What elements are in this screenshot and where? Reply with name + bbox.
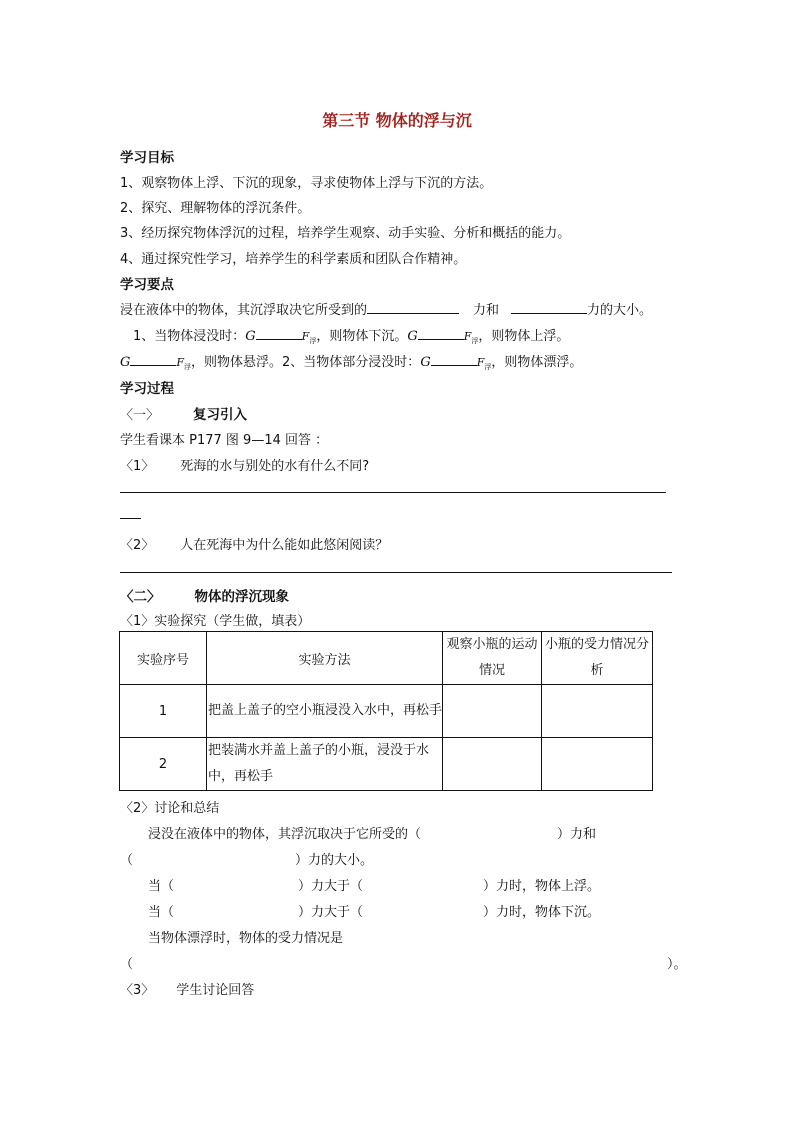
keypoint-line-3 [120,351,582,372]
keypoint-text: ，则物体下沉。 [316,329,408,344]
goal-item-4: 4、通过探究性学习，培养学生的科学素质和团队合作精神。 [120,252,467,267]
answer-blank[interactable] [256,327,302,340]
symbol-g: G [420,355,431,370]
symbol-f-buoyancy: $F_浮$ [301,330,317,346]
part1-intro: 学生看课本 P177 图 9—14 回答 ： [120,433,329,448]
row-analysis-cell[interactable] [542,738,653,791]
answer-line[interactable] [120,518,141,519]
keypoint-text: 浸在液体中的物体，其沉浮取决它所受到的 [120,303,368,318]
question-label: 〈1〉 [120,459,155,474]
table-header-row [120,632,653,685]
part2-header [120,585,289,605]
part1-header [120,403,247,423]
subsection-2: 〈2〉讨论和总结 [120,801,220,816]
keypoints-heading: 学习要点 [120,277,174,293]
answer-blank[interactable] [130,353,176,366]
subsection-label: 〈3〉 [120,983,155,998]
part2-label: 〈二〉 [120,589,161,605]
summary-line-3 [148,875,600,894]
keypoint-text: 力的大小。 [587,303,653,318]
symbol-f-buoyancy: $F_浮$ [476,356,492,372]
keypoint-text: ，则物体上浮。 [478,329,570,344]
row-observation-cell[interactable] [443,738,542,791]
summary-text: （ [120,853,134,868]
subsection-3 [120,979,254,998]
keypoint-text: ，则物体悬浮。2、当物体部分浸没时： [191,355,421,370]
symbol-f-buoyancy: $F_浮$ [176,356,192,372]
table-row [120,685,653,738]
subsection-1: 〈1〉实验探究（学生做，填表） [120,614,311,629]
question-text: 人在死海中为什么能如此悠闲阅读？ [180,538,389,553]
goal-item-1: 1、观察物体上浮、下沉的现象，寻求使物体上浮与下沉的方法。 [120,176,493,191]
keypoint-line-2 [133,325,569,346]
keypoint-text: 力和 [473,303,500,318]
summary-line-6 [120,953,687,972]
question-text: 死海的水与别处的水有什么不同? [180,459,370,474]
summary-text: ）力大于（ [298,905,364,920]
keypoint-text: ，则物体漂浮。 [491,355,583,370]
symbol-g: G [407,329,418,344]
answer-blank[interactable] [511,301,587,314]
page-title: 第三节 物体的浮与沉 [322,111,472,130]
question-label: 〈2〉 [120,538,155,553]
row-method: 把装满水并盖上盖子的小瓶，浸没于水中，再松手 [207,738,443,791]
goal-item-2: 2、探究、理解物体的浮沉条件。 [120,201,311,216]
summary-text: ）力时，物体下沉。 [483,905,601,920]
question-1 [120,455,369,474]
summary-line-2 [120,849,373,868]
summary-text: ）。 [667,957,687,972]
summary-text: 当（ [148,879,175,894]
summary-line-1 [148,823,596,842]
part1-title: 复习引入 [193,407,248,423]
keypoint-text: 1、当物体浸没时： [133,329,246,344]
goal-item-3: 3、经历探究物体浮沉的过程，培养学生观察、动手实验、分析和概括的能力。 [120,226,571,241]
question-2 [120,534,388,553]
summary-text: 浸没在液体中的物体，其浮沉取决于它所受的（ [148,827,422,842]
header-method: 实验方法 [207,632,443,685]
goals-heading: 学习目标 [120,150,174,166]
header-analysis: 小瓶的受力情况分析 [542,632,653,685]
symbol-f-buoyancy: $F_浮$ [463,330,479,346]
part2-title: 物体的浮沉现象 [194,589,289,605]
table-row [120,738,653,791]
summary-text: （ [120,957,134,972]
summary-text: ）力的大小。 [295,853,374,868]
summary-text: ）力时，物体上浮。 [483,879,601,894]
symbol-g: G [120,355,131,370]
row-no: 2 [120,738,207,791]
summary-text: 当（ [148,905,175,920]
keypoint-line-1 [120,299,652,318]
process-heading: 学习过程 [120,381,174,397]
answer-blank[interactable] [431,353,477,366]
row-no: 1 [120,685,207,738]
header-no: 实验序号 [120,632,207,685]
summary-line-5: 当物体漂浮时，物体的受力情况是 [148,931,344,946]
row-observation-cell[interactable] [443,685,542,738]
summary-text: ）力大于（ [298,879,364,894]
symbol-g: G [245,329,256,344]
answer-line[interactable] [120,492,666,493]
subsection-text: 学生讨论回答 [176,983,255,998]
part1-label: 〈一〉 [120,408,160,423]
summary-text: ）力和 [557,827,597,842]
row-method: 把盖上盖子的空小瓶浸没入水中，再松手 [207,685,443,738]
row-analysis-cell[interactable] [542,685,653,738]
experiment-table [119,631,653,791]
summary-line-4 [148,901,600,920]
header-observation: 观察小瓶的运动情况 [443,632,542,685]
answer-blank[interactable] [418,327,464,340]
answer-blank[interactable] [367,301,459,314]
answer-line[interactable] [120,572,672,573]
